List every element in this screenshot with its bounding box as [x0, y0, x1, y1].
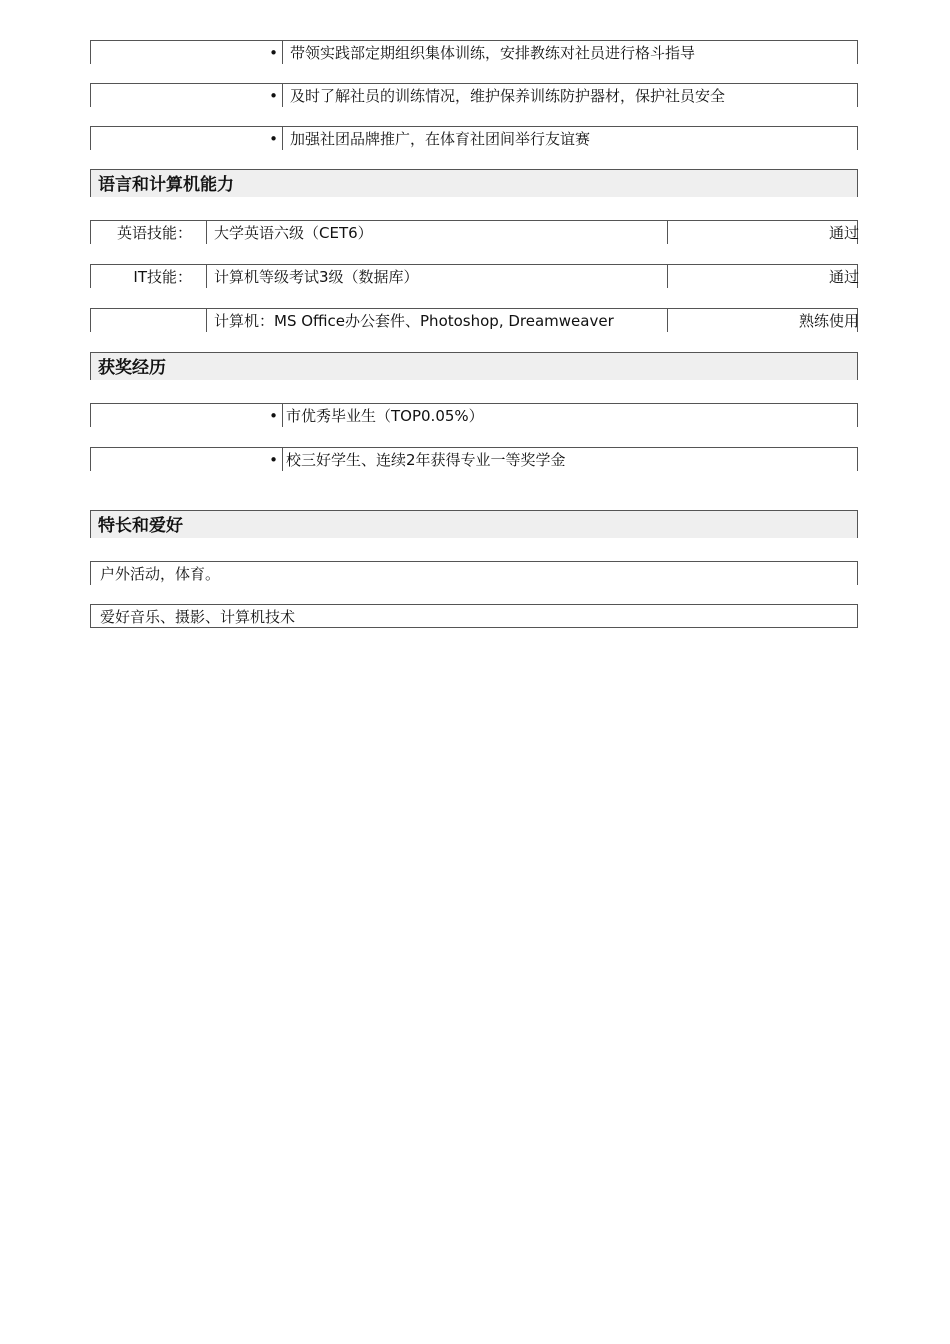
- skill-row: [90, 308, 858, 332]
- section-title-awards: 获奖经历: [90, 352, 858, 380]
- hobby-text: 爱好音乐、摄影、计算机技术: [100, 608, 296, 626]
- hobby-text: 户外活动，体育。: [100, 565, 221, 583]
- duty-text: 带领实践部定期组织集体训练，安排教练对社员进行格斗指导: [290, 44, 696, 62]
- duty-text: 加强社团品牌推广，在体育社团间举行友谊赛: [290, 130, 591, 148]
- duty-row: [90, 83, 858, 107]
- skill-status: 熟练使用: [798, 312, 859, 330]
- award-row: [90, 403, 858, 427]
- hobby-row: [90, 561, 858, 585]
- skill-row: [90, 264, 858, 288]
- skill-label: [91, 309, 207, 332]
- section-title-hobbies: 特长和爱好: [90, 510, 858, 538]
- skill-value: 计算机等级考试3级（数据库）: [208, 265, 668, 288]
- duty-row: [90, 40, 858, 64]
- bullet: •: [91, 448, 283, 471]
- skill-value: 大学英语六级（CET6）: [208, 221, 668, 244]
- bullet: •: [91, 84, 283, 107]
- resume-page: [90, 0, 860, 1344]
- bullet: •: [91, 127, 283, 150]
- skill-label: 英语技能：: [91, 221, 207, 244]
- award-row: [90, 447, 858, 471]
- skill-value: 计算机：MS Office办公套件、Photoshop, Dreamweaver: [208, 309, 668, 332]
- award-text: 校三好学生、连续2年获得专业一等奖学金: [286, 451, 566, 469]
- bullet: •: [91, 404, 283, 427]
- section-title-skills: 语言和计算机能力: [90, 169, 858, 197]
- bullet: •: [91, 41, 283, 64]
- skill-status: 通过: [828, 268, 859, 286]
- hobby-row: [90, 604, 858, 628]
- skill-label: IT技能：: [91, 265, 207, 288]
- skill-status: 通过: [828, 224, 859, 242]
- duty-row: [90, 126, 858, 150]
- duty-text: 及时了解社员的训练情况，维护保养训练防护器材，保护社员安全: [290, 87, 726, 105]
- award-text: 市优秀毕业生（TOP0.05%）: [286, 407, 484, 425]
- skill-row: [90, 220, 858, 244]
